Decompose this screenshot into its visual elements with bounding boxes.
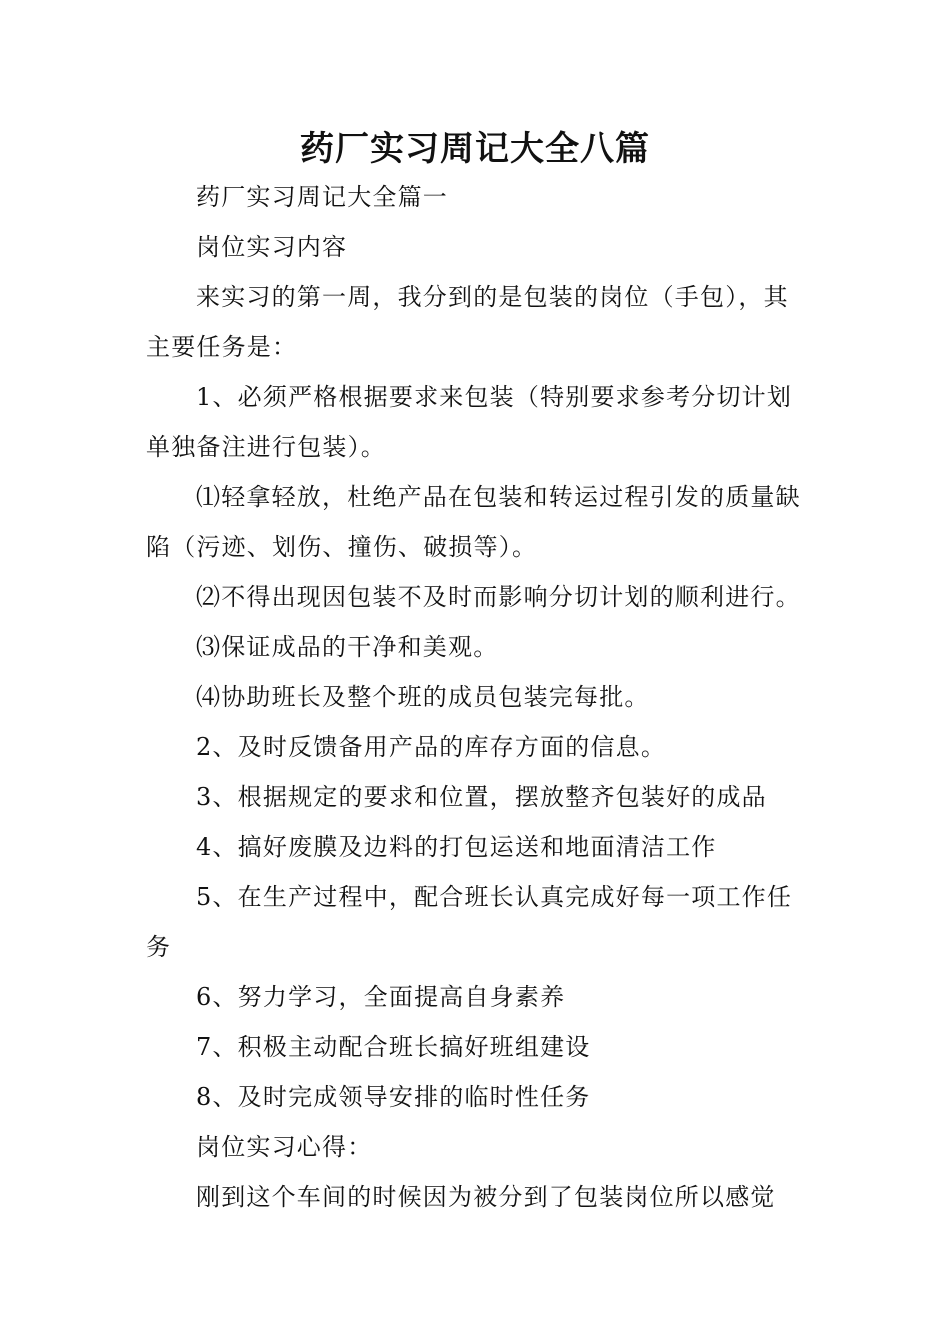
paragraph-insights-start: 刚到这个车间的时候因为被分到了包装岗位所以感觉 xyxy=(196,1183,776,1211)
paragraph-subitem-1: ⑴轻拿轻放，杜绝产品在包装和转运过程引发的质量缺陷（污迹、划伤、撞伤、破损等）。 xyxy=(146,483,801,561)
paragraph-section-title: 药厂实习周记大全篇一 xyxy=(196,183,448,211)
paragraph-subitem-4: ⑷协助班长及整个班的成员包装完每批。 xyxy=(196,683,650,711)
paragraph-item-4: 4、搞好废膜及边料的打包运送和地面清洁工作 xyxy=(196,833,717,861)
paragraph-subitem-2: ⑵不得出现因包装不及时而影响分切计划的顺利进行。 xyxy=(196,583,801,611)
paragraph-subitem-3: ⑶保证成品的干净和美观。 xyxy=(196,633,499,661)
paragraph-intro: 来实习的第一周，我分到的是包装的岗位（手包），其主要任务是： xyxy=(146,283,789,361)
paragraph-item-6: 6、努力学习，全面提高自身素养 xyxy=(196,983,566,1011)
paragraph-item-7: 7、积极主动配合班长搞好班组建设 xyxy=(196,1033,591,1061)
document-body xyxy=(146,172,808,1222)
paragraph-item-1: 1、必须严格根据要求来包装（特别要求参考分切计划单独备注进行包装）。 xyxy=(146,383,793,461)
paragraph-item-3: 3、根据规定的要求和位置，摆放整齐包装好的成品 xyxy=(196,783,767,811)
paragraph-item-5: 5、在生产过程中，配合班长认真完成好每一项工作任务 xyxy=(146,883,793,961)
document-title: 药厂实习周记大全八篇 xyxy=(300,129,650,169)
paragraph-heading-insights: 岗位实习心得： xyxy=(196,1133,373,1161)
paragraph-heading-content: 岗位实习内容 xyxy=(196,233,348,261)
paragraph-item-8: 8、及时完成领导安排的临时性任务 xyxy=(196,1083,591,1111)
paragraph-item-2: 2、及时反馈备用产品的库存方面的信息。 xyxy=(196,733,667,761)
